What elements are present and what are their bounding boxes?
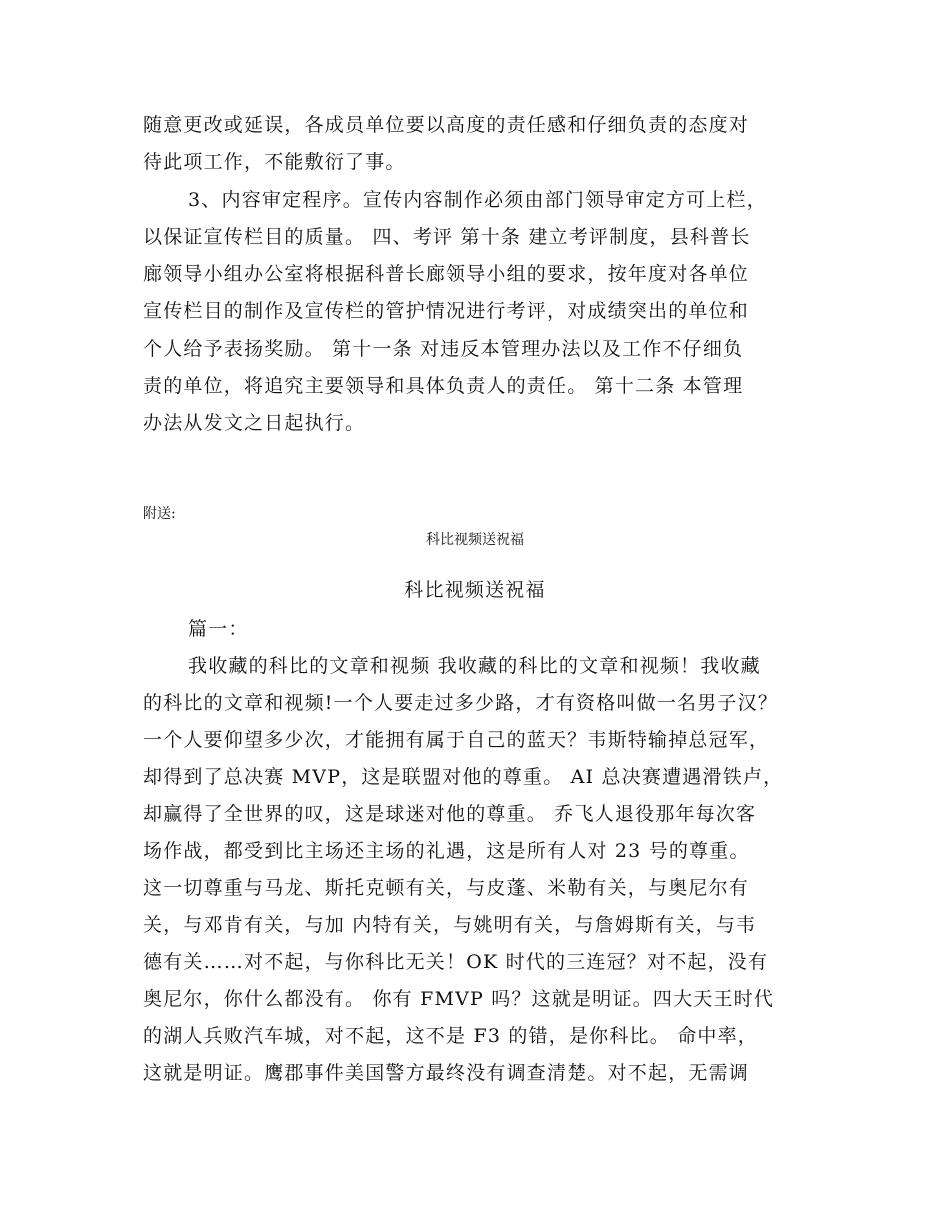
- text-line: 却赢得了全世界的叹，这是球迷对他的尊重。 乔飞人退役那年每次客: [143, 803, 757, 825]
- text-line: 德有关……对不起，与你科比无关！OK 时代的三连冠？对不起，没有: [143, 951, 769, 973]
- text-line: 个人给予表扬奖励。 第十一条 对违反本管理办法以及工作不仔细负: [143, 338, 744, 360]
- document-title: 科比视频送祝福: [404, 579, 546, 601]
- text-line: 以保证宣传栏目的质量。 四、考评 第十条 建立考评制度，县科普长: [143, 226, 751, 248]
- section-heading: 篇一：: [188, 618, 249, 640]
- text-line: 的湖人兵败汽车城，对不起，这不是 F3 的错，是你科比。 命中率，: [143, 1025, 758, 1047]
- text-line: 我收藏的科比的文章和视频 我收藏的科比的文章和视频！我收藏: [188, 655, 761, 677]
- text-line: 这一切尊重与马龙、斯托克顿有关，与皮蓬、米勒有关，与奥尼尔有: [143, 877, 750, 899]
- text-line: 场作战，都受到比主场还主场的礼遇，这是所有人对 23 号的尊重。: [143, 840, 750, 862]
- text-line: 廊领导小组办公室将根据科普长廊领导小组的要求，按年度对各单位: [143, 263, 750, 285]
- text-line: 待此项工作，不能敷衍了事。: [143, 151, 406, 173]
- text-line: 一个人要仰望多少次，才能拥有属于自己的蓝天？韦斯特输掉总冠军，: [143, 729, 770, 751]
- text-line: 办法从发文之日起执行。: [143, 412, 366, 434]
- text-line: 这就是明证。鹰郡事件美国警方最终没有调查清楚。对不起，无需调: [143, 1062, 750, 1084]
- text-line: 关，与邓肯有关，与加 内特有关，与姚明有关，与詹姆斯有关，与韦: [143, 914, 757, 936]
- text-line: 随意更改或延误，各成员单位要以高度的责任感和仔细负责的态度对: [143, 114, 750, 136]
- text-line: 奥尼尔，你什么都没有。 你有 FMVP 吗？这就是明证。四大天王时代: [143, 988, 775, 1010]
- appendix-label: 附送:: [143, 506, 176, 522]
- text-line: 的科比的文章和视频!一个人要走过多少路，才有资格叫做一名男子汉？: [143, 692, 779, 714]
- text-line: 却得到了总决赛 MVP，这是联盟对他的尊重。 AI 总决赛遭遇滑铁卢，: [143, 766, 784, 788]
- document-subtitle: 科比视频送祝福: [426, 532, 524, 548]
- text-line: 3、内容审定程序。宣传内容制作必须由部门领导审定方可上栏，: [188, 189, 767, 211]
- text-line: 宣传栏目的制作及宣传栏的管护情况进行考评，对成绩突出的单位和: [143, 300, 750, 322]
- text-line: 责的单位，将追究主要领导和具体负责人的责任。 第十二条 本管理: [143, 375, 744, 397]
